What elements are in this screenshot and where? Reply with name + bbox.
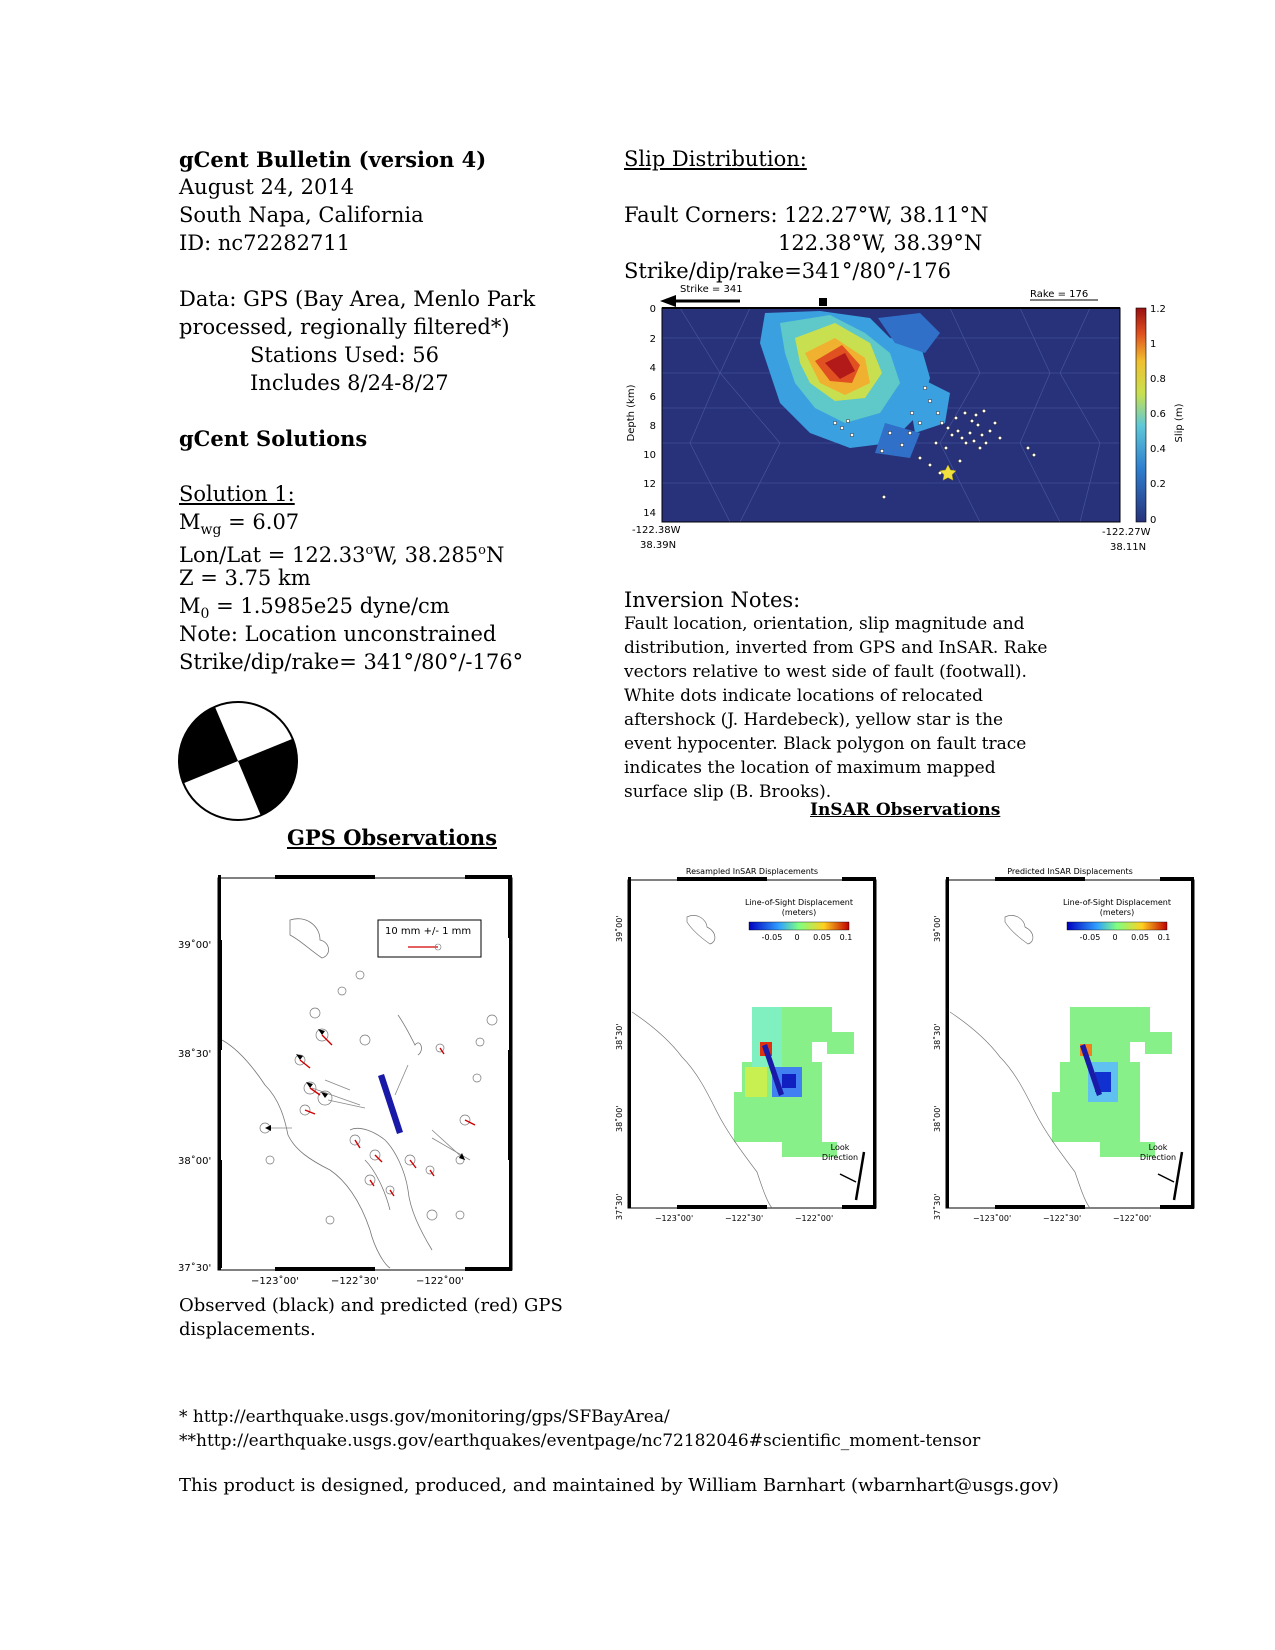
insar-heading: InSAR Observations [810,800,1001,820]
cb-tick: 0 [794,933,800,942]
left-corner-lon: -122.38W [632,525,681,536]
cb-tick: 0.1 [1157,933,1171,942]
note-line: event hypocenter. Black polygon on fault trace [624,734,1027,754]
depth-tick: 10 [643,450,656,461]
max-surface-slip-polygon [819,298,827,306]
insar-lat-ticks [932,915,942,1220]
gps-lat-ticks [178,939,211,1274]
date-range: Includes 8/24-8/27 [250,371,449,395]
gps-lon-ticks [251,1275,464,1287]
depth-tick: 14 [643,508,656,519]
gps-heading: GPS Observations [287,825,498,850]
note-line: Fault location, orientation, slip magnitude and [624,614,1025,634]
fault-corners: Fault Corners: 122.27°W, 38.11°N [624,203,989,227]
cb-tick: 0.8 [1150,374,1166,385]
event-date: August 24, 2014 [179,175,355,199]
lat-tick: 38˚30' [178,1049,212,1060]
lon-tick: −122˚00' [794,1214,834,1223]
data-line-1: Data: GPS (Bay Area, Menlo Park [179,287,536,311]
lon-tick: −122˚00' [416,1276,464,1287]
insar-cb-title: Line-of-Sight Displacement [1063,898,1171,907]
direction-label: Direction [1139,1153,1177,1162]
lat-tick: 38˚30' [933,1023,942,1050]
footnote-url-2: **http://earthquake.usgs.gov/earthquakes/eventpage/nc72182046#scientific_moment-tensor [179,1431,981,1451]
lat-tick: 37˚30' [615,1193,624,1220]
note-line: indicates the location of maximum mapped [624,758,996,778]
depth: Z = 3.75 km [179,566,311,590]
lat-tick: 39˚00' [933,915,942,942]
inversion-heading: Inversion Notes: [624,588,801,612]
right-corner-lon: -122.27W [1102,527,1151,538]
cb-tick: 0.6 [1150,409,1166,420]
lat-tick: 39˚00' [178,940,212,951]
cb-tick: 0 [1150,515,1157,526]
lon-tick: −123˚00' [654,1214,694,1223]
insar-panel2-title: Predicted InSAR Displacements [1007,867,1133,876]
data-line-2: processed, regionally filtered*) [179,315,510,339]
insar-lat-ticks [614,915,624,1220]
note-line: vectors relative to west side of fault (footwall). [624,662,1027,682]
location-note: Note: Location unconstrained [179,622,497,646]
lon-tick: −123˚00' [972,1214,1012,1223]
cb-tick: -0.05 [761,933,783,942]
rake-label: Rake = 176 [1030,289,1089,300]
insar-cb-units: (meters) [781,908,817,917]
depth-tick: 6 [649,392,656,403]
insar-panel1-title: Resampled InSAR Displacements [685,867,819,876]
depth-tick: 4 [649,363,656,374]
gps-legend-text: 10 mm +/- 1 mm [385,926,472,937]
depth-tick: 12 [643,479,656,490]
event-id: ID: nc72282711 [179,231,351,255]
depth-tick: 0 [649,304,656,315]
direction-label: Direction [821,1153,859,1162]
lat-tick: 39˚00' [615,915,624,942]
note-line: surface slip (B. Brooks). [624,782,832,802]
credit-line: This product is designed, produced, and maintained by William Barnhart (wbarnhart@usgs.gov) [179,1475,1059,1496]
slip-panel [662,308,1120,522]
cb-tick: 0.2 [1150,479,1166,490]
insar-lon-ticks [973,1213,1151,1223]
colorbar-label: Slip (m) [1174,403,1185,443]
strike-label: Strike = 341 [680,284,743,295]
slip-heading: Slip Distribution: [624,147,807,171]
look-label: Look [830,1143,850,1152]
lon-tick: −122˚30' [1042,1214,1082,1223]
lat-tick: 38˚00' [933,1105,942,1132]
lat-tick: 37˚30' [178,1263,212,1274]
cb-tick: 0.05 [813,933,831,942]
insar-resampled-map [612,862,882,1224]
solution-label: Solution 1: [179,482,295,506]
cb-tick: -0.05 [1079,933,1101,942]
lon-tick: −122˚30' [724,1214,764,1223]
seismic-moment: $M_0 = 1.5985e25$ dyne/cm [179,594,450,623]
depth-axis-label: Depth (km) [626,384,637,442]
depth-tick: 8 [649,421,656,432]
strike-dip-rake: Strike/dip/rake= 341°/80°/-176° [179,650,524,674]
lon-tick: −122˚30' [331,1276,379,1287]
lon-lat: $Lon/Lat = 122.33^oW$, 38.285$^o$N [179,543,505,567]
cb-tick: 0.4 [1150,444,1166,455]
lon-tick: −122˚00' [1112,1214,1152,1223]
insar-cb-units: (meters) [1099,908,1135,917]
lat-tick: 38˚30' [615,1023,624,1050]
lon-tick: −123˚00' [251,1276,299,1287]
cb-tick: 1 [1150,339,1157,350]
note-line: aftershock (J. Hardebeck), yellow star is the [624,710,1004,730]
depth-tick: 2 [649,334,656,345]
bulletin-title: gCent Bulletin (version 4) [179,147,487,172]
look-label: Look [1148,1143,1168,1152]
cb-tick: 0.1 [839,933,853,942]
gps-caption: Observed (black) and predicted (red) GPS displacements. [179,1295,563,1340]
gps-observations-map [170,870,525,1290]
lat-tick: 38˚00' [178,1156,212,1167]
colorbar-ticks [1150,304,1166,526]
event-location: South Napa, California [179,203,424,227]
left-corner-lat: 38.39N [640,540,677,551]
insar-predicted-map [930,862,1200,1224]
cb-tick: 0 [1112,933,1118,942]
depth-ticks [643,304,656,519]
insar-lon-ticks [655,1213,833,1223]
cb-tick: 1.2 [1150,304,1166,315]
cb-tick: 0.05 [1131,933,1149,942]
footnote-url-1: * http://earthquake.usgs.gov/monitoring/gps/SFBayArea/ [179,1407,670,1427]
lat-tick: 38˚00' [615,1105,624,1132]
beach-ball-focal-mechanism [177,700,299,822]
insar-cb-title: Line-of-Sight Displacement [745,898,853,907]
note-line: distribution, inverted from GPS and InSAR. Rake [624,638,1048,658]
note-line: White dots indicate locations of relocated [624,686,984,706]
right-corner-lat: 38.11N [1110,542,1147,553]
solutions-heading: gCent Solutions [179,426,368,451]
stations-used: Stations Used: 56 [250,343,439,367]
moment-magnitude: $M_{wg} = 6.07$ [179,510,300,539]
slip-colorbar [1136,308,1146,522]
lat-tick: 37˚30' [933,1193,942,1220]
slip-distribution-plot [620,283,1190,558]
slip-strike-dip-rake: Strike/dip/rake=341°/80°/-176 [624,259,951,283]
inversion-notes [624,612,1054,804]
fault-corners-2: 122.38°W, 38.39°N [778,231,983,255]
